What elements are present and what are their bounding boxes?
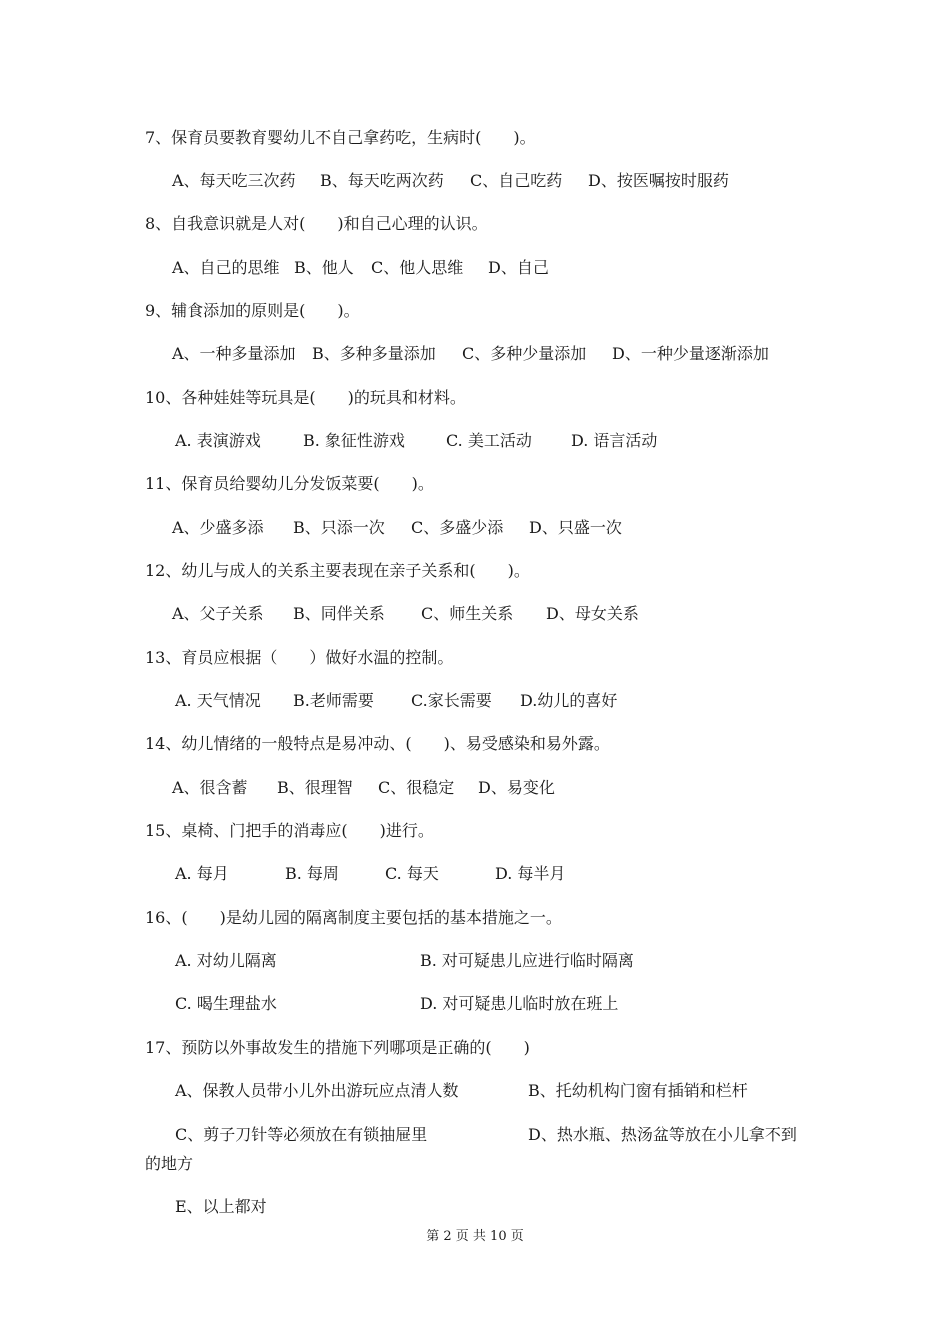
q10-option-b: B. 象征性游戏 bbox=[303, 431, 405, 450]
q8-option-b: B、他人 bbox=[294, 258, 354, 277]
q12-option-c: C、师生关系 bbox=[421, 604, 514, 623]
q12-option-d: D、母女关系 bbox=[546, 604, 639, 623]
page-footer: 第 2 页 共 10 页 bbox=[426, 1229, 524, 1244]
q7-option-a: A、每天吃三次药 bbox=[172, 171, 296, 190]
q11-option-d: D、只盛一次 bbox=[529, 518, 622, 537]
q10-option-c: C. 美工活动 bbox=[446, 431, 532, 450]
q7-option-d: D、按医嘱按时服药 bbox=[588, 171, 729, 190]
q17-option-d: D、热水瓶、热汤盆等放在小儿拿不到 bbox=[528, 1125, 797, 1144]
q15-option-a: A. 每月 bbox=[175, 864, 229, 883]
q15-option-c: C. 每天 bbox=[385, 864, 439, 883]
q13-option-c: C.家长需要 bbox=[411, 691, 492, 710]
question-7-stem: 7、保育员要教育婴幼儿不自己拿药吃，生病时( )。 bbox=[145, 128, 536, 147]
question-9-stem: 9、辅食添加的原则是( )。 bbox=[145, 301, 360, 320]
q14-option-d: D、易变化 bbox=[478, 778, 555, 797]
q11-option-c: C、多盛少添 bbox=[411, 518, 504, 537]
q7-option-c: C、自己吃药 bbox=[470, 171, 563, 190]
question-8-stem: 8、自我意识就是人对( )和自己心理的认识。 bbox=[145, 214, 488, 233]
q9-option-d: D、一种少量逐渐添加 bbox=[612, 344, 769, 363]
q17-option-a: A、保教人员带小儿外出游玩应点清人数 bbox=[175, 1081, 459, 1100]
question-12-stem: 12、幼儿与成人的关系主要表现在亲子关系和( )。 bbox=[145, 561, 530, 580]
q17-option-c: C、剪子刀针等必须放在有锁抽屉里 bbox=[175, 1125, 428, 1144]
q16-option-a: A. 对幼儿隔离 bbox=[175, 951, 277, 970]
q9-option-c: C、多种少量添加 bbox=[462, 344, 587, 363]
q9-option-a: A、一种多量添加 bbox=[172, 344, 296, 363]
question-10-stem: 10、各种娃娃等玩具是( )的玩具和材料。 bbox=[145, 388, 466, 407]
q14-option-a: A、很含蓄 bbox=[172, 778, 248, 797]
q10-option-d: D. 语言活动 bbox=[571, 431, 658, 450]
q14-option-c: C、很稳定 bbox=[378, 778, 455, 797]
q12-option-b: B、同伴关系 bbox=[293, 604, 385, 623]
question-11-stem: 11、保育员给婴幼儿分发饭菜要( )。 bbox=[145, 474, 434, 493]
q9-option-b: B、多种多量添加 bbox=[312, 344, 436, 363]
q17-option-d-continuation: 的地方 bbox=[145, 1154, 194, 1173]
question-16-stem: 16、( )是幼儿园的隔离制度主要包括的基本措施之一。 bbox=[145, 908, 562, 927]
q13-option-b: B.老师需要 bbox=[293, 691, 374, 710]
q15-option-b: B. 每周 bbox=[285, 864, 339, 883]
q10-option-a: A. 表演游戏 bbox=[175, 431, 261, 450]
q8-option-a: A、自己的思维 bbox=[172, 258, 280, 277]
q16-option-b: B. 对可疑患儿应进行临时隔离 bbox=[420, 951, 634, 970]
q8-option-d: D、自己 bbox=[488, 258, 549, 277]
q13-option-d: D.幼儿的喜好 bbox=[520, 691, 618, 710]
q15-option-d: D. 每半月 bbox=[495, 864, 566, 883]
q11-option-a: A、少盛多添 bbox=[172, 518, 264, 537]
q11-option-b: B、只添一次 bbox=[293, 518, 385, 537]
question-13-stem: 13、育员应根据（ ）做好水温的控制。 bbox=[145, 648, 454, 667]
question-15-stem: 15、桌椅、门把手的消毒应( )进行。 bbox=[145, 821, 434, 840]
q17-option-b: B、托幼机构门窗有插销和栏杆 bbox=[528, 1081, 748, 1100]
q12-option-a: A、父子关系 bbox=[172, 604, 264, 623]
q14-option-b: B、很理智 bbox=[277, 778, 353, 797]
q16-option-d: D. 对可疑患儿临时放在班上 bbox=[420, 994, 619, 1013]
question-14-stem: 14、幼儿情绪的一般特点是易冲动、( )、易受感染和易外露。 bbox=[145, 734, 610, 753]
q13-option-a: A. 天气情况 bbox=[175, 691, 261, 710]
q16-option-c: C. 喝生理盐水 bbox=[175, 994, 277, 1013]
q7-option-b: B、每天吃两次药 bbox=[320, 171, 444, 190]
q8-option-c: C、他人思维 bbox=[371, 258, 464, 277]
question-17-stem: 17、预防以外事故发生的措施下列哪项是正确的( ) bbox=[145, 1038, 530, 1057]
q17-option-e: E、以上都对 bbox=[175, 1197, 267, 1216]
